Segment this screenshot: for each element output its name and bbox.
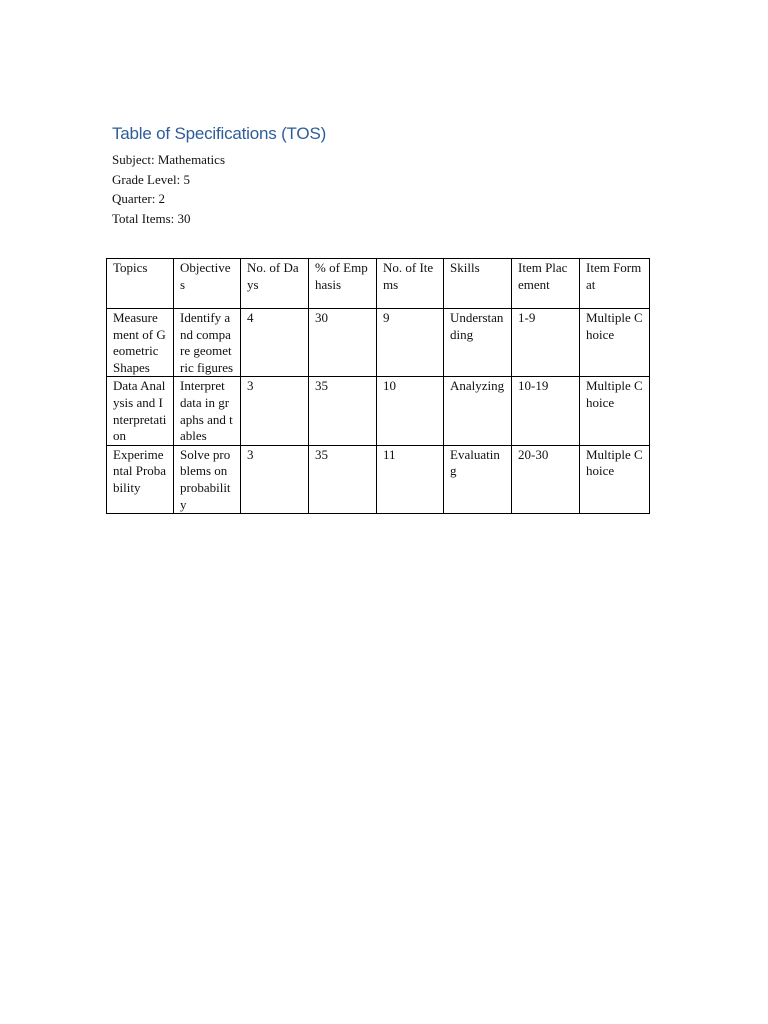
table-row xyxy=(107,309,650,377)
header-cell: Item Placement xyxy=(512,259,580,309)
table-cell: Data Analysis and Interpretation xyxy=(107,377,174,445)
table-cell: 30 xyxy=(309,309,377,377)
table-cell: Multiple Choice xyxy=(580,377,650,445)
table-cell: 11 xyxy=(377,445,444,513)
table-cell: 1-9 xyxy=(512,309,580,377)
header-cell: Item Format xyxy=(580,259,650,309)
table-cell: 35 xyxy=(309,377,377,445)
table-cell: Experimental Probability xyxy=(107,445,174,513)
table-cell: 10-19 xyxy=(512,377,580,445)
table-cell: Identify and compare geometric figures xyxy=(174,309,241,377)
quarter-line: Quarter: 2 xyxy=(112,191,166,206)
header-cell: Topics xyxy=(107,259,174,309)
table-cell: Analyzing xyxy=(444,377,512,445)
table-row xyxy=(107,445,650,513)
header-cell: No. of Days xyxy=(241,259,309,309)
table-cell: 10 xyxy=(377,377,444,445)
table-header-row xyxy=(107,259,650,309)
specifications-table xyxy=(106,258,650,514)
header-cell: No. of Items xyxy=(377,259,444,309)
table-cell: Evaluating xyxy=(444,445,512,513)
document-meta xyxy=(112,150,225,228)
table-cell: 35 xyxy=(309,445,377,513)
table-cell: Solve problems on probability xyxy=(174,445,241,513)
header-cell: % of Emphasis xyxy=(309,259,377,309)
table-row xyxy=(107,377,650,445)
table-cell: 9 xyxy=(377,309,444,377)
table-cell: Interpret data in graphs and tables xyxy=(174,377,241,445)
table-cell: Understanding xyxy=(444,309,512,377)
grade-level-line: Grade Level: 5 xyxy=(112,171,190,187)
total-items-line: Total Items: 30 xyxy=(112,210,191,226)
table-cell: Multiple Choice xyxy=(580,445,650,513)
table-cell: 20-30 xyxy=(512,445,580,513)
table-cell: Multiple Choice xyxy=(580,309,650,377)
table-cell: 3 xyxy=(241,377,309,445)
document-title: Table of Specifications (TOS) xyxy=(112,124,327,143)
table-cell: Measurement of Geometric Shapes xyxy=(107,309,174,377)
subject-line: Subject: Mathematics xyxy=(112,152,226,167)
header-cell: Skills xyxy=(444,259,512,309)
header-cell: Objectives xyxy=(174,259,241,309)
table-cell: 4 xyxy=(241,309,309,377)
table-cell: 3 xyxy=(241,445,309,513)
